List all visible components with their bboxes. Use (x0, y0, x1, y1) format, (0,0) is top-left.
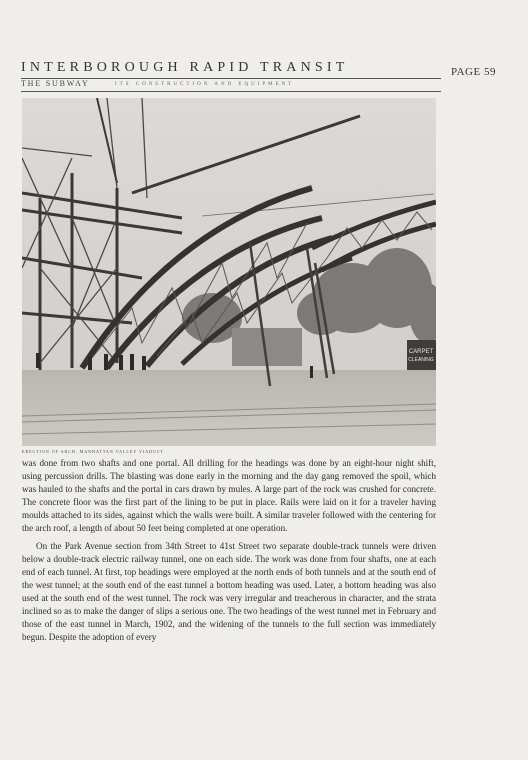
carpet-cleaning-sign (407, 340, 436, 370)
header-rule-bottom (21, 91, 441, 92)
page-number: PAGE 59 (451, 66, 496, 78)
header-subtitle-right: ITS CONSTRUCTION AND EQUIPMENT (115, 82, 295, 87)
viaduct-arch-photo (22, 98, 436, 446)
figure-caption: ERECTION OF ARCH, MANHATTAN VALLEY VIADUCT (22, 449, 164, 454)
paragraph-2: On the Park Avenue section from 34th Street to 41st Street two separate double-track tunnels were driven below a double-track electric railway tunnel, one on each side. The work was done from four shafts, one at each end of each tunnel. At first, top headings were employed at the north ends of both tunnels and at the south end of the west tunnel; at the south end of the east tunnel a bottom heading was used. Later, a bottom heading was also used at the south end of the west tunnel. The rock was very irregular and treacherous in character, and the strata inclined so as to make the danger of slips a serious one. The two headings of the west tunnel met in February and those of the east tunnel in March, 1902, and the widening of the tunnels to the full section was immediately begun. Despite the adoption of every (22, 541, 436, 642)
sign-text-2: CLEANING (408, 357, 434, 363)
header-title: INTERBOROUGH RAPID TRANSIT (21, 60, 349, 75)
body-text (22, 457, 436, 644)
running-header (21, 60, 441, 80)
sign-text-1: CARPET (408, 349, 434, 355)
paragraph-1: was done from two shafts and one portal. All drilling for the headings was done by an eight-hour night shift, using percussion drills. The blasting was done early in the morning and the day gang removed the spoil, which was hauled to the shafts and the portal in cars drawn by mules. A large part of the rock was crushed for concrete. The concrete floor was the first part of the lining to be put in place. Rails were laid on it for a traveler having moulds attached to its sides, against which the walls were built. A similar traveler followed with the centering for the arch roof, a length of about 50 feet being completed at one operation. (22, 458, 436, 533)
viaduct-arch-illustration (22, 98, 436, 446)
street-ground (22, 370, 436, 446)
header-subtitle-left: THE SUBWAY (21, 79, 90, 88)
